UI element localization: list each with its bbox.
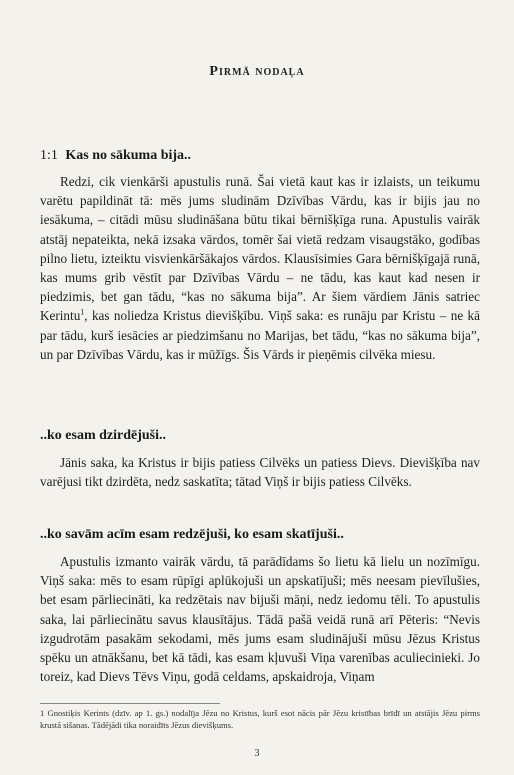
section-paragraph-2: Jānis saka, ka Kristus ir bijis patiess Cilvēks un patiess Dievs. Dievišķība nav varējusi tikt dzirdēta, nedz saskatīta; tātad Viņš ir bijis patiess Cilvēks. [40, 455, 480, 490]
chapter-title: Pirmā nodaļa [209, 64, 305, 79]
footnote-divider [40, 703, 220, 704]
page-number: 3 [254, 748, 260, 759]
paragraph-text-continued: , kas noliedza Kristus dievišķību. Viņš saka: es runāju par Kristu – ne kā par tādu, kurš iesācies ar piedzimšanu no Marijas, bet tādu, “kas no sākuma bija”, un par Dzīvības Vārdu, kas ir mūžīgs. Šis Vārds ir pieņēmis cilvēka miesu. [40, 308, 480, 362]
footnote-marker: 1 [80, 308, 85, 318]
section-heading-2: ..ko esam dzirdējuši.. [40, 428, 166, 443]
section-paragraph-3: Apustulis izmanto vairāk vārdu, tā parādīdams šo lietu kā lielu un nozīmīgu. Viņš saka: mēs to esam rūpīgi aplūkojuši un apskatījuši; mēs neesam pievīlušies, bet esam pārliecināti, ka redzētais nav bijuši māņi, nedz iedomu tēli. To apustulis saka, lai pārliecinātu savus klausītājus. Tādā pašā veidā runā arī Pēteris: “Nevis izgudrotām pasakām sekodami, mēs jums esam sludinājuši mūsu Jēzus Kristus spēku un atnākšanu, bet kā tādi, kas esam kļuvuši Viņa varenības aculiecinieki. Jo toreiz, kad Dievs Tēvs Viņu, godā celdams, apskaidroja, Viņam [40, 554, 480, 685]
paragraph-text: Redzi, cik vienkārši apustulis runā. Šai vietā kaut kas ir izlaists, un teikumu varētu papildināt tā: mēs jums sludinām Dzīvības Vārdu, kas ir bijis jau no iesākuma, – citādi mūsu sludināšana būtu tikai bērnišķīga runa. Apustulis vairāk atstāj nepateikta, nekā izsaka vārdos, tomēr šai vietā redzam visaugstāko, godības pilno lietu, izteiktu visvienkāršākajos vārdos. Klausīsimies Gara bērnišķīgajā runā, kas mums grib vēstīt par Dzīvības Vārdu – ne tādu, kas kaut kad nesen ir piedzimis, bet gan tādu, “kas no sākuma bija”. Ar šiem vārdiem Jānis satriec Kerintu [40, 174, 480, 324]
verse-reference: 1:1 [40, 148, 58, 163]
section-heading-1 [40, 148, 480, 164]
verse-heading-text: Kas no sākuma bija.. [65, 148, 192, 163]
footnote: 1 Gnostiķis Kerints (dzīv. ap 1. gs.) nodalīja Jēzu no Kristus, kurš esot nācis pār Jēzu kristības brīdī un atstājis Jēzu pirms krustā sišanas. Tādējādi tika noraidīts Jēzus dievišķums. [40, 708, 480, 730]
section-heading-3: ..ko savām acīm esam redzējuši, ko esam skatījuši.. [40, 527, 344, 542]
section-paragraph-1 [40, 172, 480, 364]
